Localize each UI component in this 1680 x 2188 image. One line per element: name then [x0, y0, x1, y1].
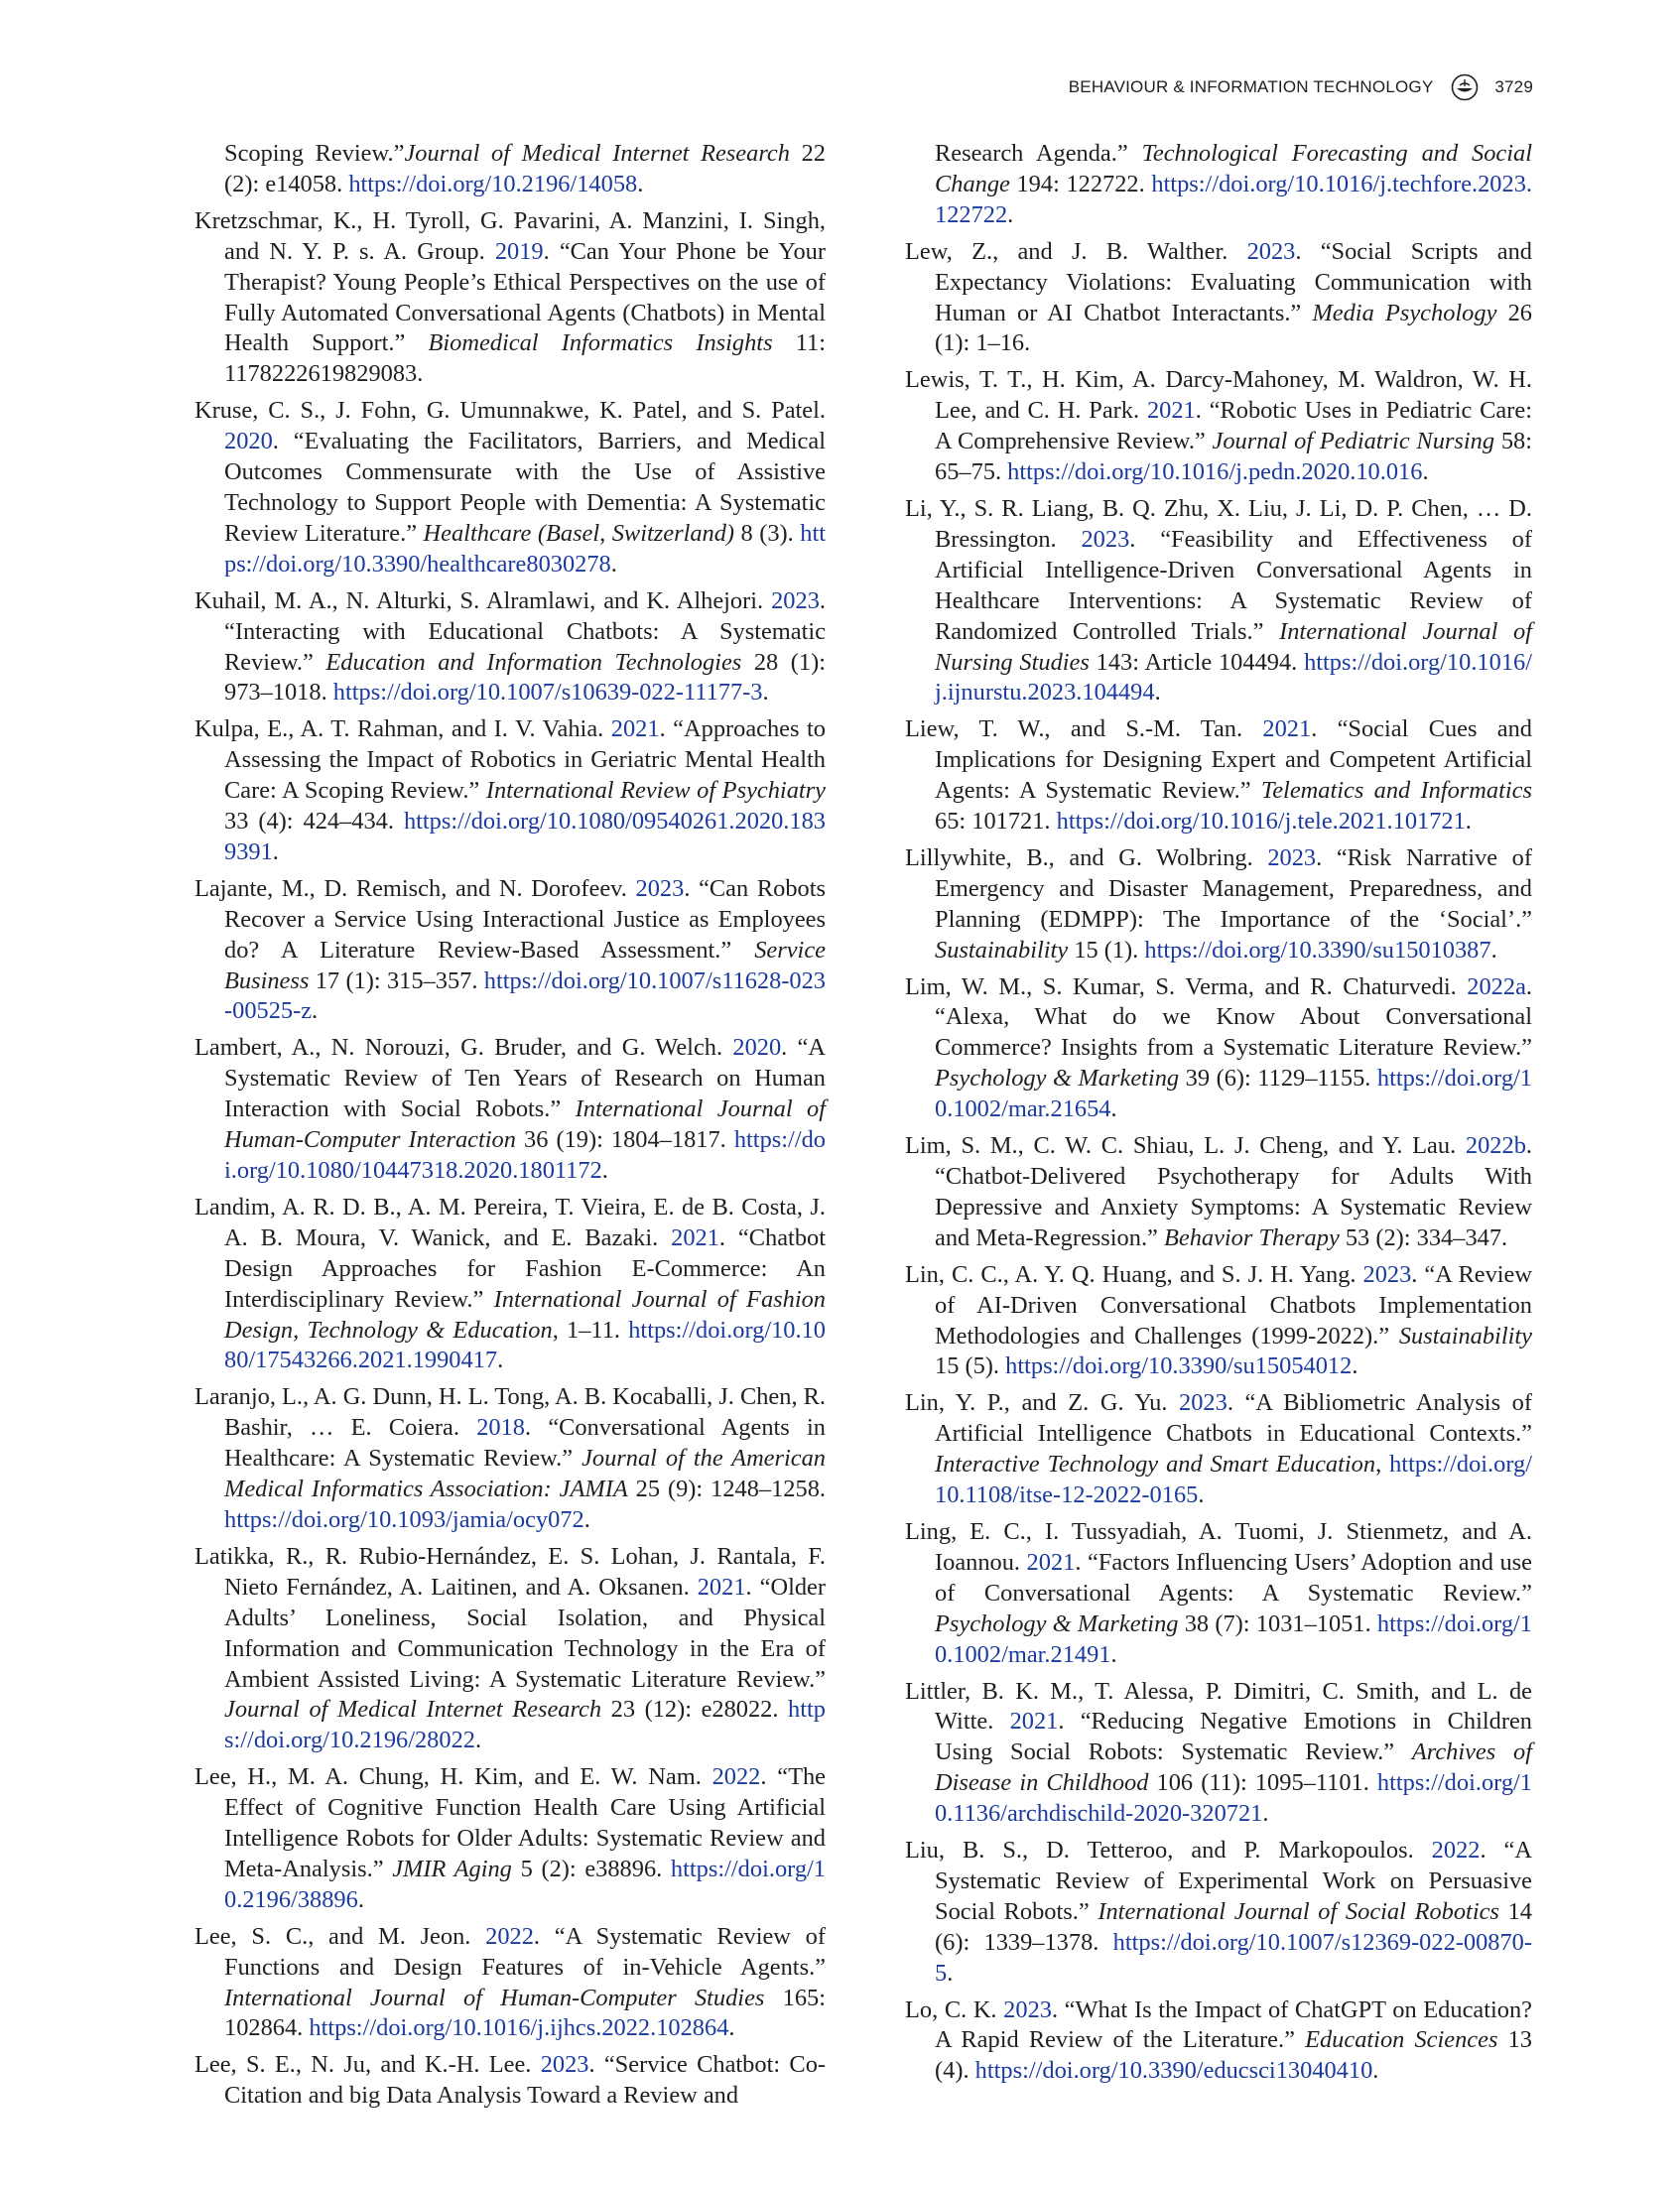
reference-end-period: .	[1110, 1095, 1117, 1123]
reference-authors: Lin, Y. P., and Z. G. Yu.	[905, 1389, 1180, 1417]
reference-doi-link[interactable]: https://doi.org/10.1136/archdischild-2020-320721	[935, 1769, 1532, 1828]
reference-authors: Lee, S. E., N. Ju, and K.-H. Lee.	[194, 2051, 541, 2079]
reference-end-period: .	[583, 1505, 590, 1533]
reference-authors: Landim, A. R. D. B., A. M. Pereira, T. Vieira, E. de B. Costa, J. A. B. Moura, V. Wanick, and E. Bazaki.	[194, 1193, 826, 1251]
reference-venue: International Journal of Social Robotics	[1098, 1897, 1499, 1925]
reference-authors: Kulpa, E., A. T. Rahman, and I. V. Vahia.	[194, 715, 611, 743]
reference-details: 143: Article 104494.	[1089, 648, 1305, 676]
reference-details: 36 (19): 1804–1817.	[515, 1126, 734, 1154]
reference-title: . “Alexa, What do we Know About Conversational Commerce? Insights from a Systematic Literature Review.”	[935, 972, 1532, 1062]
reference-details: 23 (12): e28022.	[601, 1696, 789, 1724]
reference-authors: Liew, T. W., and S.-M. Tan.	[905, 715, 1263, 743]
reference-venue: Education and Information Technologies	[325, 648, 742, 676]
reference-doi-link[interactable]: https://doi.org/10.1002/mar.21491	[935, 1609, 1532, 1668]
reference-entry	[905, 1836, 1532, 1990]
reference-details: 165: 102864.	[224, 1984, 826, 2042]
reference-column-right	[905, 139, 1532, 2093]
reference-end-period: .	[497, 1347, 504, 1374]
reference-authors: Lim, S. M., C. W. C. Shiau, L. J. Cheng, and Y. Lau.	[905, 1132, 1466, 1160]
reference-authors: Kruse, C. S., J. Fohn, G. Umunnakwe, K. Patel, and S. Patel.	[194, 397, 826, 425]
reference-title: . “A Systematic Review of Ten Years of Research on Human Interaction with Social Robots.”	[224, 1034, 826, 1123]
reference-authors: Lillywhite, B., and G. Wolbring.	[905, 843, 1268, 871]
reference-entry	[905, 972, 1532, 1126]
reference-venue: Journal of the American Medical Informatics Association: JAMIA	[224, 1445, 826, 1503]
reference-entry	[194, 2050, 826, 2112]
running-head	[1069, 73, 1533, 101]
reference-authors: Littler, B. K. M., T. Alessa, P. Dimitri, C. Smith, and L. de Witte.	[905, 1677, 1532, 1736]
reference-year-link[interactable]: 2023	[1267, 843, 1317, 871]
page-number: 3729	[1494, 77, 1533, 96]
reference-details: 17 (1): 315–357.	[309, 966, 484, 994]
reference-venue: International Journal of Nursing Studies	[935, 617, 1532, 676]
reference-doi-link[interactable]: https://doi.org/10.3390/educsci13040410	[974, 2057, 1373, 2085]
reference-year-link[interactable]: 2021	[671, 1223, 719, 1251]
reference-venue: International Journal of Fashion Design, Technology & Education	[224, 1285, 826, 1344]
reference-entry	[905, 1260, 1532, 1383]
reference-end-period: .	[1465, 808, 1472, 836]
reference-entry	[905, 1517, 1532, 1671]
reference-end-period: .	[312, 997, 319, 1025]
reference-doi-link[interactable]: https://doi.org/10.1108/itse-12-2022-0165	[935, 1451, 1532, 1509]
reference-details: 5 (2): e38896.	[511, 1855, 671, 1882]
reference-authors: Latikka, R., R. Rubio-Hernández, E. S. Lohan, J. Rantala, F. Nieto Fernández, A. Laitinen, and A. Oksanen.	[194, 1542, 826, 1601]
reference-authors: Li, Y., S. R. Liang, B. Q. Zhu, X. Liu, J. Li, D. P. Chen, … D. Bressington.	[905, 494, 1532, 553]
reference-title: . “Service Chatbot: Co-Citation and big Data Analysis Toward a Review and	[224, 2051, 827, 2110]
reference-doi-link[interactable]: https://doi.org/10.1093/jamia/ocy072	[224, 1505, 584, 1533]
reference-title: . “Chatbot-Delivered Psychotherapy for Adults With Depressive and Anxiety Symptoms: A Systematic Review and Meta-Regression.”	[935, 1132, 1532, 1251]
reference-title: . “Robotic Uses in Pediatric Care: A Comprehensive Review.”	[935, 397, 1532, 455]
reference-entry	[905, 1677, 1532, 1831]
reference-venue: International Journal of Human-Computer Studies	[224, 1984, 765, 2011]
reference-authors: Kuhail, M. A., N. Alturki, S. Alramlawi, and K. Alhejori.	[194, 586, 772, 614]
reference-venue: Telematics and Informatics	[1260, 777, 1532, 805]
reference-year-link[interactable]: 2020	[224, 428, 273, 455]
reference-end-period: .	[1110, 1640, 1117, 1668]
reference-year-link[interactable]: 2023	[771, 586, 820, 614]
reference-end-period: .	[1422, 458, 1429, 486]
reference-end-period: .	[1198, 1481, 1205, 1509]
reference-end-period: .	[601, 1157, 608, 1184]
reference-doi-link[interactable]: https://doi.org/10.2196/38896	[224, 1855, 826, 1913]
reference-authors: Liu, B. S., D. Tetteroo, and P. Markopoulos.	[905, 1837, 1432, 1865]
reference-year-link[interactable]: 2021	[1009, 1708, 1059, 1736]
reference-venue: Psychology & Marketing	[935, 1609, 1179, 1637]
reference-doi-link[interactable]: https://doi.org/10.1080/17543266.2021.1990417	[224, 1316, 826, 1374]
reference-details: 53 (2): 334–347.	[1339, 1223, 1508, 1251]
reference-title: Scoping Review.”	[224, 140, 405, 167]
reference-doi-link[interactable]: https://doi.org/10.1080/10447318.2020.1801172	[224, 1126, 826, 1184]
reference-entry	[905, 843, 1532, 966]
reference-entry	[194, 206, 826, 390]
reference-year-link[interactable]: 2023	[635, 874, 685, 902]
reference-authors: Lew, Z., and J. B. Walther.	[905, 237, 1247, 265]
reference-end-period: .	[1490, 936, 1497, 964]
reference-entry	[194, 139, 826, 200]
reference-details: ,	[1375, 1451, 1390, 1479]
reference-doi-link[interactable]: https://doi.org/10.1016/j.ijnurstu.2023.104494	[935, 648, 1532, 707]
reference-details: , 1–11.	[552, 1316, 629, 1344]
reference-entry	[194, 1762, 826, 1916]
reference-venue: Archives of Disease in Childhood	[935, 1738, 1532, 1797]
reference-details: 15 (5).	[935, 1352, 1006, 1380]
reference-venue: Service Business	[224, 936, 826, 994]
reference-authors: Lo, C. K.	[905, 1995, 1004, 2023]
reference-doi-link[interactable]: https://doi.org/10.1007/s12369-022-00870-5	[935, 1928, 1532, 1987]
reference-entry	[194, 1033, 826, 1187]
reference-entry	[905, 1131, 1532, 1254]
reference-year-link[interactable]: 2021	[1026, 1548, 1076, 1576]
reference-details: 65: 101721.	[935, 808, 1057, 836]
reference-details: 194: 122722.	[1009, 170, 1152, 197]
reference-entry	[194, 396, 826, 579]
reference-doi-link[interactable]: https://doi.org/10.2196/14058	[348, 170, 638, 197]
reference-end-period: .	[1262, 1800, 1269, 1828]
reference-authors: Kretzschmar, K., H. Tyroll, G. Pavarini, A. Manzini, I. Singh, and N. Y. P. s. A. Group.	[194, 206, 826, 265]
reference-venue: Journal of Medical Internet Research	[224, 1696, 602, 1724]
reference-doi-link[interactable]: https://doi.org/10.3390/su15010387	[1144, 936, 1491, 964]
reference-title: . “Approaches to Assessing the Impact of Robotics in Geriatric Mental Health Care: A Scoping Review.”	[224, 715, 826, 805]
reference-end-period: .	[272, 837, 279, 865]
reference-venue: Sustainability	[935, 936, 1069, 964]
reference-details: 25 (9): 1248–1258.	[627, 1476, 826, 1503]
reference-venue: Behavior Therapy	[1163, 1223, 1340, 1251]
reference-details: 39 (6): 1129–1155.	[1179, 1065, 1377, 1093]
reference-title: . “The Effect of Cognitive Function Health Care Using Artificial Intelligence Robots for Older Adults: Systematic Review and Meta-Analysis.”	[224, 1763, 826, 1882]
reference-doi-link[interactable]: https://doi.org/10.1016/j.pedn.2020.10.016	[1007, 458, 1423, 486]
reference-entry	[194, 586, 826, 709]
reference-venue: Psychology & Marketing	[935, 1065, 1180, 1093]
reference-title: . “A Systematic Review of Experimental Work on Persuasive Social Robots.”	[935, 1837, 1532, 1925]
reference-entry	[194, 874, 826, 1028]
reference-venue: International Review of Psychiatry	[485, 777, 826, 805]
reference-year-link[interactable]: 2022a	[1467, 972, 1526, 1000]
reference-year-link[interactable]: 2021	[697, 1573, 746, 1601]
reference-year-link[interactable]: 2018	[476, 1414, 525, 1442]
reference-end-period: .	[474, 1727, 482, 1754]
reference-details: 8 (3).	[734, 519, 801, 547]
reference-authors: Lee, H., M. A. Chung, H. Kim, and E. W. Nam.	[194, 1763, 712, 1791]
reference-venue: Journal of Pediatric Nursing	[1212, 428, 1495, 455]
reference-title: . “Interacting with Educational Chatbots: A Systematic Review.”	[224, 586, 826, 676]
reference-venue: Sustainability	[1398, 1322, 1532, 1350]
reference-details: 11: 1178222619829083.	[224, 329, 826, 388]
reference-title: . “Can Your Phone be Your Therapist? Young People’s Ethical Perspectives on the use of Fully Automated Conversational Agents (Chatbots) in Mental Health Support.”	[224, 237, 826, 357]
reference-authors: Laranjo, L., A. G. Dunn, H. L. Tong, A. B. Kocaballi, J. Chen, R. Bashir, … E. Coiera.	[194, 1383, 827, 1442]
reference-end-period: .	[947, 1959, 954, 1987]
reference-year-link[interactable]: 2022	[711, 1763, 761, 1791]
reference-venue: JMIR Aging	[392, 1855, 512, 1882]
journal-title: BEHAVIOUR & INFORMATION TECHNOLOGY	[1068, 77, 1434, 96]
reference-year-link[interactable]: 2023	[1003, 1995, 1052, 2023]
reference-authors: Lajante, M., D. Remisch, and N. Dorofeev.	[194, 874, 636, 902]
reference-end-period: .	[1372, 2057, 1379, 2085]
reference-venue: Media Psychology	[1312, 299, 1497, 326]
reference-doi-link[interactable]: https://doi.org/10.3390/su15054012	[1005, 1352, 1353, 1380]
reference-details: 22 (2): e14058.	[224, 140, 826, 197]
reference-title: . “Older Adults’ Loneliness, Social Isolation, and Physical Information and Communication Technology in the Era of Ambient Assisted Living: A Systematic Literature Review.”	[224, 1573, 826, 1693]
reference-year-link[interactable]: 2021	[610, 715, 660, 743]
reference-year-link[interactable]: 2020	[732, 1034, 782, 1062]
reference-title: Research Agenda.”	[935, 140, 1142, 167]
reference-title: . “Conversational Agents in Healthcare: A Systematic Review.”	[224, 1414, 826, 1473]
reference-entry	[194, 1382, 826, 1536]
reference-title: . “Factors Influencing Users’ Adoption and use of Conversational Agents: A Systematic Review.”	[935, 1548, 1532, 1607]
reference-entry	[905, 365, 1532, 488]
reference-doi-link[interactable]: https://doi.org/10.1016/j.techfore.2023.122722	[935, 170, 1532, 228]
reference-entry	[905, 714, 1532, 837]
reference-year-link[interactable]: 2021	[1262, 715, 1312, 743]
reference-details: 15 (1).	[1068, 936, 1145, 964]
reference-title: . “Reducing Negative Emotions in Children Using Social Robots: Systematic Review.”	[935, 1708, 1532, 1766]
reference-title: . “Chatbot Design Approaches for Fashion E-Commerce: An Interdisciplinary Review.”	[224, 1223, 826, 1313]
reference-details: 28 (1): 973–1018.	[224, 648, 826, 707]
reference-year-link[interactable]: 2023	[1362, 1260, 1412, 1288]
reference-venue: Biomedical Informatics Insights	[428, 329, 773, 357]
reference-details: 26 (1): 1–16.	[935, 299, 1532, 357]
reference-doi-link[interactable]: https://doi.org/10.1007/s11628-023-00525-z	[224, 966, 826, 1025]
reference-venue: Journal of Medical Internet Research	[404, 140, 790, 167]
reference-entry	[905, 494, 1532, 708]
reference-end-period: .	[1154, 679, 1161, 707]
reference-details: 14 (6): 1339–1378.	[935, 1897, 1532, 1956]
reference-authors: Lim, W. M., S. Kumar, S. Verma, and R. Chaturvedi.	[905, 972, 1468, 1000]
reference-doi-link[interactable]: https://doi.org/10.3390/healthcare8030278	[224, 519, 826, 578]
reference-end-period: .	[357, 1885, 364, 1913]
reference-venue: Healthcare (Basel, Switzerland)	[423, 519, 735, 547]
reference-authors: Lin, C. C., A. Y. Q. Huang, and S. J. H. Yang.	[905, 1260, 1363, 1288]
reference-venue: Interactive Technology and Smart Education	[935, 1451, 1376, 1479]
reference-end-period: .	[1007, 200, 1014, 228]
reference-venue: Education Sciences	[1305, 2026, 1498, 2054]
reference-details: 13 (4).	[935, 2026, 1532, 2085]
reference-doi-link[interactable]: https://doi.org/10.1080/09540261.2020.1839391	[224, 808, 826, 865]
reference-year-link[interactable]: 2023	[1246, 237, 1296, 265]
reference-title: . “Risk Narrative of Emergency and Disaster Management, Preparedness, and Planning (EDMPP): The Importance of the ‘Social’.”	[935, 843, 1532, 933]
reference-venue: Technological Forecasting and Social Change	[935, 140, 1532, 197]
reference-title: . “A Systematic Review of Functions and Design Features of in-Vehicle Agents.”	[224, 1922, 827, 1981]
reference-title: . “A Review of AI-Driven Conversational Chatbots Implementation Methodologies and Challenges (1999-2022).”	[935, 1260, 1532, 1350]
reference-details: 106 (11): 1095–1101.	[1148, 1769, 1377, 1797]
reference-doi-link[interactable]: https://doi.org/10.1007/s10639-022-11177-3	[332, 679, 763, 707]
reference-year-link[interactable]: 2023	[540, 2051, 589, 2079]
reference-end-period: .	[637, 170, 644, 197]
reference-year-link[interactable]: 2019	[494, 237, 544, 265]
reference-title: . “Can Robots Recover a Service Using Interactional Justice as Employees do? A Literature Review-Based Assessment.”	[224, 874, 826, 964]
reference-column-left	[194, 139, 826, 2118]
reference-title: . “Social Cues and Implications for Designing Expert and Competent Artificial Agents: A Systematic Review.”	[935, 715, 1532, 805]
reference-title: . “Feasibility and Effectiveness of Artificial Intelligence-Driven Conversational Agents in Healthcare Interventions: A Systematic Review of Randomized Controlled Trials.”	[935, 525, 1533, 645]
reference-authors: Lewis, T. T., H. Kim, A. Darcy-Mahoney, M. Waldron, W. H. Lee, and C. H. Park.	[905, 366, 1532, 425]
reference-title: . “What Is the Impact of ChatGPT on Education? A Rapid Review of the Literature.”	[935, 1995, 1532, 2054]
reference-end-period: .	[728, 2014, 735, 2042]
reference-title: . “A Bibliometric Analysis of Artificial Intelligence Chatbots in Educational Contexts.”	[935, 1389, 1532, 1448]
reference-doi-link[interactable]: https://doi.org/10.1016/j.ijhcs.2022.102864	[309, 2014, 729, 2042]
reference-year-link[interactable]: 2022b	[1465, 1132, 1526, 1160]
reference-authors: Lee, S. C., and M. Jeon.	[194, 1922, 486, 1950]
reference-doi-link[interactable]: https://doi.org/10.2196/28022	[224, 1696, 826, 1754]
reference-title: . “Evaluating the Facilitators, Barriers, and Medical Outcomes Commensurate with the Use of Assistive Technology to Support People with Dementia: A Systematic Review Literature.”	[224, 428, 826, 547]
reference-authors: Lambert, A., N. Norouzi, G. Bruder, and G. Welch.	[194, 1034, 733, 1062]
reference-doi-link[interactable]: https://doi.org/10.1016/j.tele.2021.101721	[1056, 808, 1466, 836]
reference-entry	[905, 1995, 1532, 2088]
reference-venue: International Journal of Human-Computer Interaction	[224, 1095, 826, 1154]
reference-title: . “Social Scripts and Expectancy Violations: Evaluating Communication with Human or AI Chatbot Interactants.”	[935, 237, 1532, 326]
reference-entry	[194, 1542, 826, 1756]
publisher-logo-icon	[1451, 73, 1479, 101]
reference-authors: Ling, E. C., I. Tussyadiah, A. Tuomi, J. Stienmetz, and A. Ioannou.	[905, 1517, 1532, 1576]
reference-details: 38 (7): 1031–1051.	[1178, 1609, 1377, 1637]
reference-entry	[905, 1388, 1532, 1511]
reference-year-link[interactable]: 2021	[1146, 397, 1196, 425]
reference-year-link[interactable]: 2022	[485, 1922, 534, 1950]
reference-year-link[interactable]: 2022	[1431, 1837, 1481, 1865]
reference-entry	[194, 1193, 826, 1376]
reference-entry	[905, 139, 1532, 231]
reference-details: 33 (4): 424–434.	[224, 808, 404, 836]
reference-entry	[905, 237, 1532, 360]
reference-doi-link[interactable]: https://doi.org/10.1002/mar.21654	[935, 1065, 1532, 1123]
reference-end-period: .	[610, 550, 617, 578]
reference-entry	[194, 714, 826, 868]
reference-details: 58: 65–75.	[935, 428, 1532, 486]
reference-year-link[interactable]: 2023	[1081, 525, 1130, 553]
reference-end-period: .	[1352, 1352, 1358, 1380]
reference-entry	[194, 1922, 826, 2045]
reference-year-link[interactable]: 2023	[1179, 1389, 1228, 1417]
reference-end-period: .	[762, 679, 769, 707]
